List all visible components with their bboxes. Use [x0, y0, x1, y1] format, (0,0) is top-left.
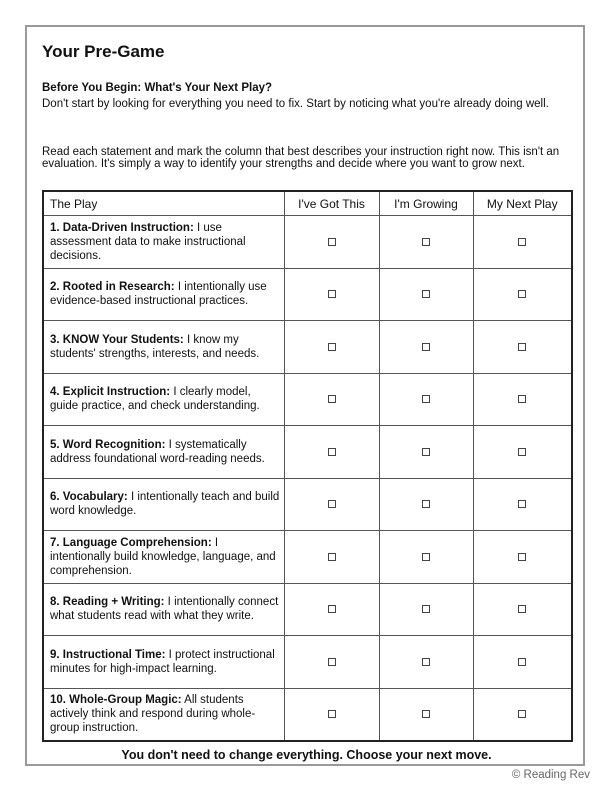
checkbox-my-next-play[interactable] [518, 238, 526, 246]
checkbox-im-growing[interactable] [422, 290, 430, 298]
play-title: 10. Whole-Group Magic: [50, 694, 182, 706]
play-title: 2. Rooted in Research: [50, 281, 175, 294]
play-description: I intentionally teach and build word knowledge. [50, 491, 280, 518]
play-title: 3. KNOW Your Students: [50, 333, 184, 346]
table-row [43, 636, 572, 689]
cell-my-next-play [473, 636, 572, 689]
play-statement [43, 478, 284, 531]
header-the-play: The Play [43, 191, 284, 216]
cell-my-next-play [473, 478, 572, 531]
checkbox-im-growing[interactable] [422, 658, 430, 666]
table-row [43, 583, 572, 636]
table-row [43, 688, 572, 741]
checkbox-im-growing[interactable] [422, 605, 430, 613]
checkbox-my-next-play[interactable] [518, 553, 526, 561]
checkbox-my-next-play[interactable] [518, 710, 526, 718]
play-description: I know my students' strengths, interests, and needs. [50, 333, 260, 360]
cell-im-growing [379, 426, 473, 479]
cell-ive-got-this [284, 216, 379, 269]
cell-im-growing [379, 373, 473, 426]
cell-im-growing [379, 531, 473, 584]
checkbox-im-growing[interactable] [422, 448, 430, 456]
play-statement [43, 531, 284, 584]
cell-ive-got-this [284, 373, 379, 426]
header-my-next-play: My Next Play [473, 191, 572, 216]
cell-im-growing [379, 216, 473, 269]
play-statement [43, 268, 284, 321]
checkbox-ive-got-this[interactable] [328, 343, 336, 351]
table-row [43, 268, 572, 321]
play-title: 1. Data-Driven Instruction: [50, 221, 194, 234]
checkbox-im-growing[interactable] [422, 553, 430, 561]
play-description: I intentionally use evidence-based instructional practices. [50, 281, 267, 308]
table-header-row [43, 191, 572, 216]
table-row [43, 321, 572, 374]
checkbox-ive-got-this[interactable] [328, 553, 336, 561]
checkbox-my-next-play[interactable] [518, 395, 526, 403]
cell-im-growing [379, 478, 473, 531]
cell-my-next-play [473, 216, 572, 269]
play-title: 8. Reading + Writing: [50, 596, 165, 609]
header-ive-got-this: I've Got This [284, 191, 379, 216]
cell-im-growing [379, 321, 473, 374]
play-statement [43, 426, 284, 479]
table-row [43, 216, 572, 269]
play-description: I clearly model, guide practice, and check understanding. [50, 386, 260, 413]
cell-ive-got-this [284, 531, 379, 584]
checkbox-im-growing[interactable] [422, 238, 430, 246]
checkbox-im-growing[interactable] [422, 395, 430, 403]
table-row [43, 478, 572, 531]
cell-im-growing [379, 268, 473, 321]
footer-message: You don't need to change everything. Choose your next move. [121, 748, 492, 762]
play-description: I protect instructional minutes for high-impact learning. [50, 648, 275, 675]
checkbox-my-next-play[interactable] [518, 448, 526, 456]
cell-im-growing [379, 636, 473, 689]
checkbox-ive-got-this[interactable] [328, 605, 336, 613]
page-title: Your Pre-Game [42, 42, 165, 61]
cell-ive-got-this [284, 636, 379, 689]
play-title: 6. Vocabulary: [50, 491, 128, 504]
cell-my-next-play [473, 321, 572, 374]
checkbox-ive-got-this[interactable] [328, 658, 336, 666]
cell-im-growing [379, 583, 473, 636]
play-title: 4. Explicit Instruction: [50, 386, 171, 399]
cell-ive-got-this [284, 426, 379, 479]
play-statement [43, 321, 284, 374]
play-description: I systematically address foundational word-reading needs. [50, 438, 265, 465]
checkbox-my-next-play[interactable] [518, 500, 526, 508]
copyright: © Reading Rev [511, 769, 590, 781]
cell-my-next-play [473, 426, 572, 479]
table-row [43, 531, 572, 584]
checkbox-im-growing[interactable] [422, 500, 430, 508]
play-description: All students actively think and respond during whole-group instruction. [50, 694, 256, 734]
checkbox-im-growing[interactable] [422, 343, 430, 351]
play-title: 7. Language Comprehension: [50, 536, 212, 549]
section-heading: Before You Begin: What's Your Next Play? [42, 82, 273, 94]
cell-my-next-play [473, 583, 572, 636]
header-im-growing: I'm Growing [379, 191, 473, 216]
plays-table [42, 190, 573, 742]
cell-my-next-play [473, 688, 572, 741]
checkbox-ive-got-this[interactable] [328, 290, 336, 298]
checkbox-my-next-play[interactable] [518, 605, 526, 613]
cell-my-next-play [473, 373, 572, 426]
play-description: I intentionally connect what students read with what they write. [50, 596, 279, 623]
play-statement [43, 636, 284, 689]
play-title: 5. Word Recognition: [50, 438, 166, 451]
play-title: 9. Instructional Time: [50, 648, 166, 661]
cell-my-next-play [473, 531, 572, 584]
checkbox-ive-got-this[interactable] [328, 448, 336, 456]
cell-ive-got-this [284, 268, 379, 321]
play-description: I intentionally build knowledge, language, and comprehension. [50, 536, 276, 577]
table-row [43, 373, 572, 426]
cell-ive-got-this [284, 321, 379, 374]
checkbox-ive-got-this[interactable] [328, 395, 336, 403]
cell-ive-got-this [284, 688, 379, 741]
play-description: I use assessment data to make instructional decisions. [50, 221, 246, 262]
intro-paragraph-2: Read each statement and mark the column that best describes your instruction right now. This isn't an evaluation. It's simply a way to identify your strengths and decide where you want to grow next. [42, 146, 560, 170]
cell-ive-got-this [284, 583, 379, 636]
cell-im-growing [379, 688, 473, 741]
play-statement [43, 688, 284, 741]
checkbox-ive-got-this[interactable] [328, 500, 336, 508]
checkbox-im-growing[interactable] [422, 710, 430, 718]
checkbox-my-next-play[interactable] [518, 343, 526, 351]
checkbox-ive-got-this[interactable] [328, 238, 336, 246]
play-statement [43, 583, 284, 636]
checkbox-my-next-play[interactable] [518, 290, 526, 298]
table-row [43, 426, 572, 479]
cell-ive-got-this [284, 478, 379, 531]
cell-my-next-play [473, 268, 572, 321]
checkbox-ive-got-this[interactable] [328, 710, 336, 718]
checkbox-my-next-play[interactable] [518, 658, 526, 666]
intro-paragraph-1: Don't start by looking for everything you need to fix. Start by noticing what you're already doing well. [42, 98, 549, 110]
play-statement [43, 373, 284, 426]
play-statement [43, 216, 284, 269]
